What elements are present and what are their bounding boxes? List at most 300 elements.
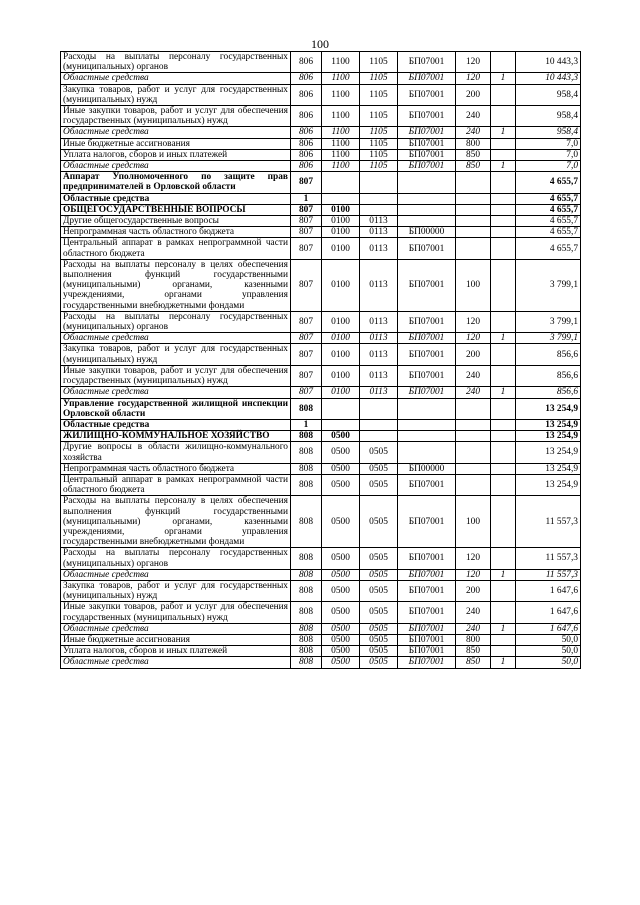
row-expense-type-cell: [456, 172, 491, 193]
row-subsection-cell: 0113: [360, 227, 398, 238]
row-subsection-cell: 1105: [360, 84, 398, 105]
row-sum-cell: 7,0: [516, 149, 581, 160]
row-sum-cell: 4 655,7: [516, 193, 581, 204]
row-section-cell: 0500: [322, 496, 360, 548]
row-name-cell: Областные средства: [61, 161, 291, 172]
row-grbs-cell: 808: [291, 580, 322, 601]
row-expense-type-cell: 120: [456, 311, 491, 332]
row-sum-cell: 13 254,9: [516, 474, 581, 495]
row-name-cell: ОБЩЕГОСУДАРСТВЕННЫЕ ВОПРОСЫ: [61, 204, 291, 215]
row-sum-cell: 3 799,1: [516, 259, 581, 311]
row-expense-type-cell: 240: [456, 387, 491, 398]
row-sum-cell: 10 443,3: [516, 73, 581, 84]
row-source-cell: 1: [491, 623, 516, 634]
row-sum-cell: 3 799,1: [516, 311, 581, 332]
row-expense-type-cell: 240: [456, 602, 491, 623]
row-sum-cell: 11 557,3: [516, 569, 581, 580]
row-source-cell: 1: [491, 657, 516, 668]
row-sum-cell: 4 655,7: [516, 227, 581, 238]
row-sum-cell: 13 254,9: [516, 431, 581, 442]
row-target-article-cell: [398, 442, 456, 463]
table-row: [61, 106, 581, 127]
table-row: [61, 204, 581, 215]
row-grbs-cell: 808: [291, 474, 322, 495]
table-row: [61, 657, 581, 668]
row-section-cell: 0500: [322, 657, 360, 668]
row-sum-cell: 11 557,3: [516, 548, 581, 569]
row-subsection-cell: 1105: [360, 138, 398, 149]
row-name-cell: Закупка товаров, работ и услуг для государственных (муниципальных) нужд: [61, 580, 291, 601]
row-grbs-cell: 808: [291, 463, 322, 474]
row-source-cell: [491, 311, 516, 332]
row-sum-cell: 4 655,7: [516, 238, 581, 259]
row-expense-type-cell: 850: [456, 646, 491, 657]
page-number: 100: [311, 37, 329, 51]
row-grbs-cell: 807: [291, 227, 322, 238]
table-row: [61, 365, 581, 386]
row-target-article-cell: [398, 193, 456, 204]
row-name-cell: Расходы на выплаты персоналу государственных (муниципальных) органов: [61, 52, 291, 73]
row-subsection-cell: 1105: [360, 106, 398, 127]
row-target-article-cell: БП07001: [398, 657, 456, 668]
table-row: [61, 259, 581, 311]
row-name-cell: Центральный аппарат в рамках непрограммной части областного бюджета: [61, 474, 291, 495]
row-source-cell: [491, 106, 516, 127]
row-name-cell: Аппарат Уполномоченного по защите прав предпринимателей в Орловской области: [61, 172, 291, 193]
row-grbs-cell: 1: [291, 193, 322, 204]
row-expense-type-cell: 100: [456, 259, 491, 311]
row-name-cell: Расходы на выплаты персоналу в целях обеспечения выполнения функций государственными (муниципальными) органами, казенными учреждениями, органами управления государственными внебюджетными фондами: [61, 259, 291, 311]
row-target-article-cell: БП07001: [398, 138, 456, 149]
row-subsection-cell: [360, 193, 398, 204]
row-grbs-cell: 808: [291, 569, 322, 580]
row-sum-cell: 10 443,3: [516, 52, 581, 73]
row-subsection-cell: 0113: [360, 344, 398, 365]
row-target-article-cell: [398, 431, 456, 442]
row-grbs-cell: 807: [291, 387, 322, 398]
row-subsection-cell: 1105: [360, 161, 398, 172]
row-name-cell: Иные закупки товаров, работ и услуг для обеспечения государственных (муниципальных) нужд: [61, 106, 291, 127]
row-target-article-cell: БП07001: [398, 84, 456, 105]
row-expense-type-cell: 200: [456, 84, 491, 105]
row-source-cell: [491, 365, 516, 386]
row-subsection-cell: 0505: [360, 463, 398, 474]
row-sum-cell: 958,4: [516, 84, 581, 105]
row-name-cell: Расходы на выплаты персоналу государственных (муниципальных) органов: [61, 548, 291, 569]
row-subsection-cell: 1105: [360, 149, 398, 160]
row-grbs-cell: 806: [291, 84, 322, 105]
row-section-cell: 0500: [322, 548, 360, 569]
row-expense-type-cell: [456, 193, 491, 204]
row-target-article-cell: [398, 172, 456, 193]
row-name-cell: Расходы на выплаты персоналу в целях обеспечения выполнения функций государственными (муниципальными) органами, казенными учреждениями, органами управления государственными внебюджетными фондами: [61, 496, 291, 548]
row-section-cell: 1100: [322, 73, 360, 84]
row-target-article-cell: БП07001: [398, 548, 456, 569]
table-row: [61, 172, 581, 193]
table-row: [61, 161, 581, 172]
table-row: [61, 149, 581, 160]
table-row: [61, 496, 581, 548]
row-source-cell: 1: [491, 127, 516, 138]
row-sum-cell: 50,0: [516, 657, 581, 668]
row-grbs-cell: 1: [291, 419, 322, 430]
row-subsection-cell: 0505: [360, 623, 398, 634]
row-subsection-cell: [360, 204, 398, 215]
row-section-cell: 1100: [322, 52, 360, 73]
row-grbs-cell: 807: [291, 238, 322, 259]
row-name-cell: Расходы на выплаты персоналу государственных (муниципальных) органов: [61, 311, 291, 332]
row-subsection-cell: [360, 398, 398, 419]
row-source-cell: 1: [491, 161, 516, 172]
row-source-cell: [491, 646, 516, 657]
budget-table-body: [61, 52, 581, 669]
row-section-cell: 0100: [322, 204, 360, 215]
row-expense-type-cell: 240: [456, 106, 491, 127]
row-grbs-cell: 807: [291, 365, 322, 386]
row-section-cell: 1100: [322, 84, 360, 105]
table-row: [61, 311, 581, 332]
row-source-cell: [491, 474, 516, 495]
row-source-cell: [491, 431, 516, 442]
row-expense-type-cell: [456, 463, 491, 474]
row-section-cell: [322, 172, 360, 193]
row-subsection-cell: [360, 431, 398, 442]
table-row: [61, 73, 581, 84]
table-row: [61, 216, 581, 227]
row-source-cell: [491, 149, 516, 160]
row-sum-cell: 13 254,9: [516, 442, 581, 463]
row-sum-cell: 7,0: [516, 138, 581, 149]
budget-table: [60, 51, 581, 669]
row-source-cell: [491, 259, 516, 311]
row-source-cell: [491, 398, 516, 419]
row-section-cell: 0100: [322, 365, 360, 386]
row-target-article-cell: [398, 204, 456, 215]
row-sum-cell: 13 254,9: [516, 463, 581, 474]
row-sum-cell: 7,0: [516, 161, 581, 172]
row-target-article-cell: БП07001: [398, 344, 456, 365]
row-section-cell: 0100: [322, 227, 360, 238]
row-name-cell: Областные средства: [61, 127, 291, 138]
table-row: [61, 238, 581, 259]
row-subsection-cell: 0113: [360, 387, 398, 398]
row-section-cell: 1100: [322, 127, 360, 138]
row-subsection-cell: [360, 419, 398, 430]
row-grbs-cell: 806: [291, 127, 322, 138]
row-target-article-cell: БП07001: [398, 365, 456, 386]
table-row: [61, 333, 581, 344]
table-row: [61, 419, 581, 430]
row-target-article-cell: БП07001: [398, 73, 456, 84]
row-subsection-cell: [360, 172, 398, 193]
row-section-cell: 0100: [322, 216, 360, 227]
row-target-article-cell: БП07001: [398, 646, 456, 657]
row-name-cell: Центральный аппарат в рамках непрограммной части областного бюджета: [61, 238, 291, 259]
row-subsection-cell: 0505: [360, 646, 398, 657]
row-expense-type-cell: 120: [456, 548, 491, 569]
row-sum-cell: 50,0: [516, 646, 581, 657]
row-name-cell: Областные средства: [61, 623, 291, 634]
row-target-article-cell: БП07001: [398, 127, 456, 138]
row-subsection-cell: 0505: [360, 569, 398, 580]
row-subsection-cell: 0505: [360, 442, 398, 463]
row-source-cell: [491, 602, 516, 623]
row-name-cell: Непрограммная часть областного бюджета: [61, 227, 291, 238]
row-grbs-cell: 806: [291, 106, 322, 127]
row-grbs-cell: 807: [291, 216, 322, 227]
table-row: [61, 474, 581, 495]
row-sum-cell: 856,6: [516, 344, 581, 365]
row-expense-type-cell: 850: [456, 149, 491, 160]
row-grbs-cell: 808: [291, 398, 322, 419]
row-name-cell: ЖИЛИЩНО-КОММУНАЛЬНОЕ ХОЗЯЙСТВО: [61, 431, 291, 442]
row-name-cell: Уплата налогов, сборов и иных платежей: [61, 646, 291, 657]
row-subsection-cell: 1105: [360, 73, 398, 84]
row-section-cell: 0100: [322, 387, 360, 398]
row-subsection-cell: 0505: [360, 474, 398, 495]
row-sum-cell: 4 655,7: [516, 216, 581, 227]
row-target-article-cell: БП07001: [398, 602, 456, 623]
row-target-article-cell: БП07001: [398, 259, 456, 311]
row-expense-type-cell: [456, 431, 491, 442]
row-name-cell: Иные закупки товаров, работ и услуг для обеспечения государственных (муниципальных) нужд: [61, 365, 291, 386]
row-sum-cell: 13 254,9: [516, 398, 581, 419]
row-subsection-cell: 0113: [360, 365, 398, 386]
row-name-cell: Областные средства: [61, 569, 291, 580]
row-expense-type-cell: 800: [456, 634, 491, 645]
row-name-cell: Другие общегосударственные вопросы: [61, 216, 291, 227]
row-section-cell: 1100: [322, 149, 360, 160]
row-grbs-cell: 806: [291, 73, 322, 84]
row-subsection-cell: 1105: [360, 127, 398, 138]
row-section-cell: 0500: [322, 602, 360, 623]
row-name-cell: Областные средства: [61, 387, 291, 398]
row-target-article-cell: БП07001: [398, 52, 456, 73]
row-target-article-cell: БП07001: [398, 311, 456, 332]
row-subsection-cell: 0113: [360, 259, 398, 311]
row-grbs-cell: 808: [291, 646, 322, 657]
row-target-article-cell: БП07001: [398, 333, 456, 344]
row-name-cell: Иные бюджетные ассигнования: [61, 138, 291, 149]
row-sum-cell: 50,0: [516, 634, 581, 645]
row-source-cell: [491, 442, 516, 463]
row-subsection-cell: 0113: [360, 238, 398, 259]
row-grbs-cell: 808: [291, 623, 322, 634]
row-expense-type-cell: [456, 216, 491, 227]
row-target-article-cell: [398, 216, 456, 227]
row-grbs-cell: 807: [291, 344, 322, 365]
row-subsection-cell: 0505: [360, 602, 398, 623]
row-name-cell: Закупка товаров, работ и услуг для государственных (муниципальных) нужд: [61, 84, 291, 105]
row-expense-type-cell: 120: [456, 73, 491, 84]
row-section-cell: 0500: [322, 623, 360, 634]
row-source-cell: [491, 227, 516, 238]
row-name-cell: Областные средства: [61, 419, 291, 430]
row-source-cell: 1: [491, 387, 516, 398]
row-source-cell: [491, 138, 516, 149]
row-source-cell: [491, 419, 516, 430]
row-section-cell: [322, 398, 360, 419]
row-target-article-cell: БП00000: [398, 463, 456, 474]
row-section-cell: 0500: [322, 474, 360, 495]
table-row: [61, 52, 581, 73]
row-subsection-cell: 0113: [360, 311, 398, 332]
row-expense-type-cell: 850: [456, 657, 491, 668]
row-target-article-cell: БП07001: [398, 474, 456, 495]
table-row: [61, 646, 581, 657]
table-row: [61, 127, 581, 138]
row-source-cell: [491, 634, 516, 645]
row-name-cell: Иные бюджетные ассигнования: [61, 634, 291, 645]
row-expense-type-cell: 240: [456, 127, 491, 138]
row-expense-type-cell: 120: [456, 52, 491, 73]
row-expense-type-cell: 120: [456, 333, 491, 344]
row-grbs-cell: 806: [291, 138, 322, 149]
row-grbs-cell: 808: [291, 496, 322, 548]
row-section-cell: 0100: [322, 259, 360, 311]
row-section-cell: 0500: [322, 646, 360, 657]
table-row: [61, 442, 581, 463]
row-target-article-cell: БП07001: [398, 387, 456, 398]
row-source-cell: [491, 463, 516, 474]
row-target-article-cell: БП07001: [398, 161, 456, 172]
row-expense-type-cell: 100: [456, 496, 491, 548]
row-target-article-cell: БП07001: [398, 569, 456, 580]
row-source-cell: [491, 84, 516, 105]
row-source-cell: 1: [491, 333, 516, 344]
row-source-cell: [491, 52, 516, 73]
table-row: [61, 623, 581, 634]
row-expense-type-cell: 120: [456, 569, 491, 580]
row-grbs-cell: 806: [291, 52, 322, 73]
row-section-cell: 0100: [322, 333, 360, 344]
row-sum-cell: 1 647,6: [516, 580, 581, 601]
row-expense-type-cell: [456, 474, 491, 495]
row-expense-type-cell: [456, 419, 491, 430]
row-target-article-cell: БП07001: [398, 634, 456, 645]
row-expense-type-cell: [456, 204, 491, 215]
row-target-article-cell: БП00000: [398, 227, 456, 238]
row-subsection-cell: 0505: [360, 634, 398, 645]
row-grbs-cell: 807: [291, 172, 322, 193]
row-source-cell: [491, 172, 516, 193]
row-target-article-cell: БП07001: [398, 623, 456, 634]
row-name-cell: Уплата налогов, сборов и иных платежей: [61, 149, 291, 160]
row-expense-type-cell: 240: [456, 623, 491, 634]
table-row: [61, 84, 581, 105]
row-target-article-cell: БП07001: [398, 106, 456, 127]
row-grbs-cell: 808: [291, 657, 322, 668]
row-grbs-cell: 807: [291, 204, 322, 215]
row-expense-type-cell: 200: [456, 580, 491, 601]
row-grbs-cell: 807: [291, 259, 322, 311]
row-source-cell: [491, 216, 516, 227]
row-grbs-cell: 808: [291, 442, 322, 463]
row-sum-cell: 1 647,6: [516, 623, 581, 634]
row-sum-cell: 4 655,7: [516, 172, 581, 193]
row-grbs-cell: 807: [291, 333, 322, 344]
row-name-cell: Иные закупки товаров, работ и услуг для обеспечения государственных (муниципальных) нужд: [61, 602, 291, 623]
table-row: [61, 344, 581, 365]
row-expense-type-cell: 800: [456, 138, 491, 149]
row-subsection-cell: 0505: [360, 548, 398, 569]
row-source-cell: [491, 193, 516, 204]
row-sum-cell: 11 557,3: [516, 496, 581, 548]
row-source-cell: [491, 496, 516, 548]
row-expense-type-cell: [456, 398, 491, 419]
table-row: [61, 398, 581, 419]
row-source-cell: 1: [491, 569, 516, 580]
row-source-cell: [491, 580, 516, 601]
row-section-cell: 0500: [322, 569, 360, 580]
row-grbs-cell: 808: [291, 634, 322, 645]
row-section-cell: [322, 193, 360, 204]
row-grbs-cell: 808: [291, 602, 322, 623]
row-section-cell: 1100: [322, 138, 360, 149]
row-section-cell: [322, 419, 360, 430]
row-section-cell: 0100: [322, 344, 360, 365]
row-subsection-cell: 0505: [360, 580, 398, 601]
row-target-article-cell: [398, 419, 456, 430]
row-target-article-cell: БП07001: [398, 238, 456, 259]
row-section-cell: 0500: [322, 463, 360, 474]
table-row: [61, 431, 581, 442]
row-source-cell: 1: [491, 73, 516, 84]
row-sum-cell: 958,4: [516, 127, 581, 138]
table-row: [61, 580, 581, 601]
row-subsection-cell: 0505: [360, 657, 398, 668]
row-section-cell: 1100: [322, 161, 360, 172]
row-sum-cell: 13 254,9: [516, 419, 581, 430]
row-section-cell: 0500: [322, 431, 360, 442]
table-row: [61, 387, 581, 398]
row-name-cell: Областные средства: [61, 657, 291, 668]
row-sum-cell: 1 647,6: [516, 602, 581, 623]
row-source-cell: [491, 204, 516, 215]
row-name-cell: Другие вопросы в области жилищно-коммунального хозяйства: [61, 442, 291, 463]
row-expense-type-cell: [456, 442, 491, 463]
row-target-article-cell: БП07001: [398, 149, 456, 160]
row-subsection-cell: 1105: [360, 52, 398, 73]
row-sum-cell: 856,6: [516, 387, 581, 398]
row-name-cell: Областные средства: [61, 333, 291, 344]
row-expense-type-cell: [456, 238, 491, 259]
row-expense-type-cell: [456, 227, 491, 238]
table-row: [61, 227, 581, 238]
row-sum-cell: 856,6: [516, 365, 581, 386]
row-section-cell: 0100: [322, 238, 360, 259]
table-row: [61, 138, 581, 149]
row-expense-type-cell: 240: [456, 365, 491, 386]
row-subsection-cell: 0113: [360, 333, 398, 344]
row-grbs-cell: 808: [291, 431, 322, 442]
row-name-cell: Областные средства: [61, 193, 291, 204]
row-target-article-cell: БП07001: [398, 580, 456, 601]
row-subsection-cell: 0113: [360, 216, 398, 227]
row-source-cell: [491, 344, 516, 365]
row-grbs-cell: 806: [291, 161, 322, 172]
row-grbs-cell: 806: [291, 149, 322, 160]
row-subsection-cell: 0505: [360, 496, 398, 548]
row-name-cell: Непрограммная часть областного бюджета: [61, 463, 291, 474]
table-row: [61, 548, 581, 569]
row-section-cell: 0500: [322, 442, 360, 463]
row-name-cell: Закупка товаров, работ и услуг для государственных (муниципальных) нужд: [61, 344, 291, 365]
row-expense-type-cell: 200: [456, 344, 491, 365]
table-row: [61, 602, 581, 623]
row-target-article-cell: [398, 398, 456, 419]
row-section-cell: 0100: [322, 311, 360, 332]
